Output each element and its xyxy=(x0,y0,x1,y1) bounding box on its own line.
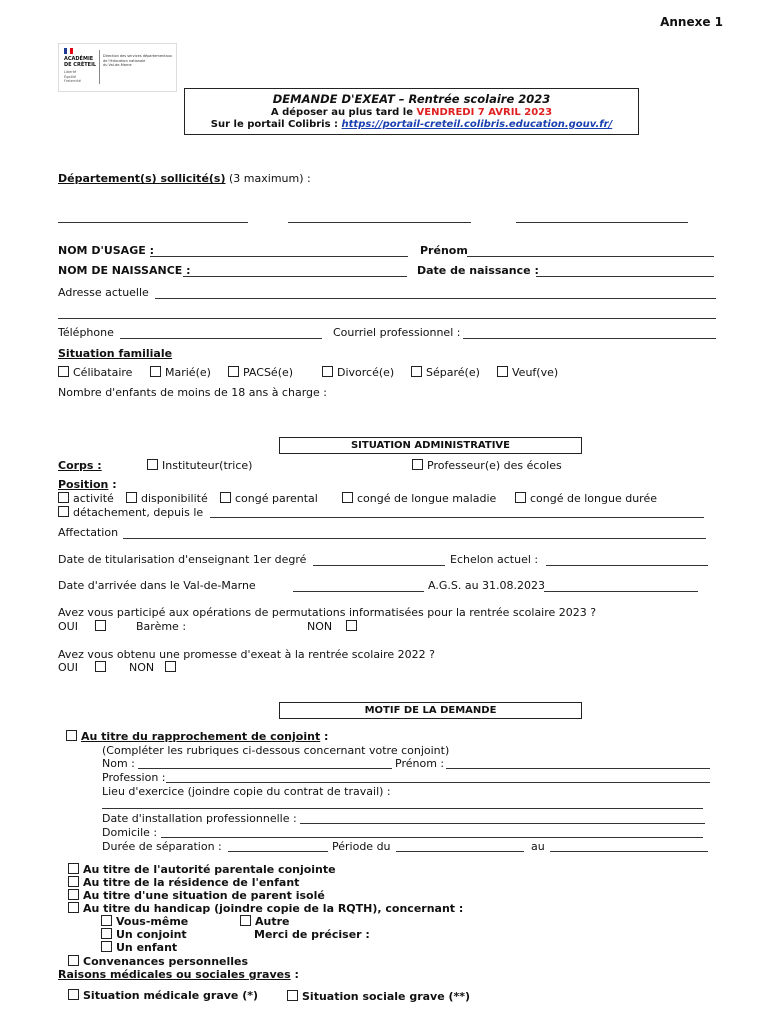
raisons-graves-label: Raisons médicales ou sociales graves : xyxy=(58,968,299,981)
deadline: A déposer au plus tard le VENDREDI 7 AVRIL 2023 xyxy=(270,107,553,118)
periode-label: Période du xyxy=(332,840,391,853)
conjoint-lieu-label: Lieu d'exercice (joindre copie du contrat de travail) : xyxy=(102,785,391,798)
checkbox-icon[interactable] xyxy=(240,915,251,926)
arrivee-label: Date d'arrivée dans le Val-de-Marne xyxy=(58,579,256,592)
checkbox-icon[interactable] xyxy=(150,366,161,377)
marianne-flag-icon xyxy=(64,48,73,54)
checkbox-icon[interactable] xyxy=(342,492,353,503)
checkbox-icon[interactable] xyxy=(126,492,137,503)
corps-instituteur[interactable]: Instituteur(trice) xyxy=(147,459,252,472)
adresse-field[interactable] xyxy=(155,298,716,299)
situation-sociale-grave[interactable]: Situation sociale grave (**) xyxy=(287,990,470,1003)
form-title: DEMANDE D'EXEAT – Rentrée scolaire 2023 xyxy=(272,92,551,106)
handicap-autre[interactable]: Autre xyxy=(240,915,290,928)
conjoint-installation-label: Date d'installation professionnelle : xyxy=(102,812,297,825)
option-pacse[interactable]: PACSé(e) xyxy=(228,366,293,379)
telephone-label: Téléphone xyxy=(58,326,114,339)
option-separe[interactable]: Séparé(e) xyxy=(411,366,480,379)
courriel-field[interactable] xyxy=(463,338,716,339)
checkbox-icon[interactable] xyxy=(147,459,158,470)
checkbox-icon[interactable] xyxy=(58,506,69,517)
handicap-conjoint[interactable]: Un conjoint xyxy=(101,928,187,941)
titularisation-label: Date de titularisation d'enseignant 1er degré xyxy=(58,553,307,566)
handicap-enfant[interactable]: Un enfant xyxy=(101,941,177,954)
checkbox-icon[interactable] xyxy=(101,915,112,926)
position-activite[interactable]: activité xyxy=(58,492,114,505)
checkbox-icon[interactable] xyxy=(68,889,79,900)
conjoint-prenom-label: Prénom : xyxy=(395,757,445,770)
corps-label: Corps : xyxy=(58,459,102,472)
periode-start-field[interactable] xyxy=(396,851,524,852)
conjoint-profession-label: Profession : xyxy=(102,771,166,784)
separation-field[interactable] xyxy=(228,851,328,852)
titularisation-field[interactable] xyxy=(313,565,445,566)
detachement-date-field[interactable] xyxy=(210,517,704,518)
checkbox-icon[interactable] xyxy=(58,366,69,377)
checkbox-icon[interactable] xyxy=(95,661,106,672)
position-conge-parental[interactable]: congé parental xyxy=(220,492,318,505)
checkbox-icon[interactable] xyxy=(346,620,357,631)
logo-brand: ACADÉMIE DE CRÉTEIL xyxy=(64,56,97,68)
conjoint-nom-label: Nom : xyxy=(102,757,135,770)
checkbox-icon[interactable] xyxy=(287,990,298,1001)
conjoint-domicile-field[interactable] xyxy=(161,837,703,838)
checkbox-icon[interactable] xyxy=(322,366,333,377)
portal-link[interactable]: https://portail-creteil.colibris.education.gouv.fr/ xyxy=(341,119,613,130)
nom-naissance-label: NOM DE NAISSANCE : xyxy=(58,264,191,277)
departements-label: Département(s) sollicité(s) (3 maximum) : xyxy=(58,172,311,185)
checkbox-icon[interactable] xyxy=(101,928,112,939)
logo-motto: Liberté Égalité Fraternité xyxy=(64,70,81,83)
checkbox-icon[interactable] xyxy=(497,366,508,377)
rapprochement-hint: (Compléter les rubriques ci-dessous concernant votre conjoint) xyxy=(102,744,450,757)
position-detachement[interactable]: détachement, depuis le xyxy=(58,506,203,519)
checkbox-icon[interactable] xyxy=(68,876,79,887)
departement-field-1[interactable] xyxy=(58,222,248,223)
portal-line: Sur le portail Colibris : https://portail-creteil.colibris.education.gouv.fr/ xyxy=(210,119,613,130)
ags-field[interactable] xyxy=(544,591,698,592)
position-disponibilite[interactable]: disponibilité xyxy=(126,492,208,505)
conjoint-lieu-field[interactable] xyxy=(102,808,703,809)
section-situation-administrative: SITUATION ADMINISTRATIVE xyxy=(279,437,582,454)
affectation-label: Affectation xyxy=(58,526,119,539)
prenom-label: Prénom xyxy=(420,244,468,257)
motif-parent-isole[interactable]: Au titre d'une situation de parent isolé xyxy=(68,889,325,902)
au-label: au xyxy=(531,840,545,853)
situation-medicale-grave[interactable]: Situation médicale grave (*) xyxy=(68,989,258,1002)
annex-label: Annexe 1 xyxy=(660,15,723,29)
motif-residence-enfant[interactable]: Au titre de la résidence de l'enfant xyxy=(68,876,299,889)
section-motif-demande: MOTIF DE LA DEMANDE xyxy=(279,702,582,719)
promesse-non[interactable]: NON xyxy=(129,661,180,674)
arrivee-field[interactable] xyxy=(293,591,424,592)
departement-field-2[interactable] xyxy=(288,222,471,223)
echelon-label: Echelon actuel : xyxy=(450,553,539,566)
checkbox-icon[interactable] xyxy=(220,492,231,503)
conjoint-installation-field[interactable] xyxy=(300,823,705,824)
date-naissance-field[interactable] xyxy=(536,276,714,277)
header-box xyxy=(184,88,639,135)
conjoint-nom-field[interactable] xyxy=(138,768,392,769)
adresse-label: Adresse actuelle xyxy=(58,286,149,299)
checkbox-icon[interactable] xyxy=(68,955,79,966)
position-cld[interactable]: congé de longue durée xyxy=(515,492,657,505)
nom-naissance-field[interactable] xyxy=(183,276,407,277)
checkbox-icon[interactable] xyxy=(95,620,106,631)
academie-logo xyxy=(58,43,177,92)
position-label: Position : xyxy=(58,478,117,491)
bareme-label: Barème : xyxy=(136,620,187,633)
logo-divider xyxy=(99,50,100,84)
motif-convenances[interactable]: Convenances personnelles xyxy=(68,955,248,968)
affectation-field[interactable] xyxy=(123,538,706,539)
conjoint-domicile-label: Domicile : xyxy=(102,826,158,839)
echelon-field[interactable] xyxy=(546,565,708,566)
ags-label: A.G.S. au 31.08.2023 xyxy=(428,579,546,592)
conjoint-profession-field[interactable] xyxy=(166,782,710,783)
checkbox-icon[interactable] xyxy=(165,661,176,672)
checkbox-icon[interactable] xyxy=(411,366,422,377)
option-marie[interactable]: Marié(e) xyxy=(150,366,211,379)
checkbox-icon[interactable] xyxy=(412,459,423,470)
departement-field-3[interactable] xyxy=(516,222,688,223)
promesse-question: Avez vous obtenu une promesse d'exeat à la rentrée scolaire 2022 ? xyxy=(58,648,435,661)
periode-end-field[interactable] xyxy=(550,851,708,852)
prenom-field[interactable] xyxy=(467,256,714,257)
checkbox-icon[interactable] xyxy=(66,730,77,741)
telephone-field[interactable] xyxy=(120,338,322,339)
option-celibataire[interactable]: Célibataire xyxy=(58,366,132,379)
permutations-oui[interactable]: OUI xyxy=(58,620,110,633)
conjoint-prenom-field[interactable] xyxy=(446,768,710,769)
adresse-field-2[interactable] xyxy=(58,318,716,319)
promesse-oui[interactable]: OUI xyxy=(58,661,110,674)
checkbox-icon[interactable] xyxy=(58,492,69,503)
motif-handicap[interactable]: Au titre du handicap (joindre copie de la RQTH), concernant : xyxy=(68,902,463,915)
motif-autorite-parentale[interactable]: Au titre de l'autorité parentale conjointe xyxy=(68,863,336,876)
checkbox-icon[interactable] xyxy=(228,366,239,377)
date-naissance-label: Date de naissance : xyxy=(417,264,539,277)
rapprochement-conjoint[interactable]: Au titre du rapprochement de conjoint : xyxy=(66,730,328,743)
handicap-vous-meme[interactable]: Vous-même xyxy=(101,915,188,928)
permutations-non[interactable]: NON xyxy=(307,620,361,633)
separation-label: Durée de séparation : xyxy=(102,840,222,853)
option-divorce[interactable]: Divorcé(e) xyxy=(322,366,394,379)
situation-familiale-title: Situation familiale xyxy=(58,347,173,360)
nom-usage-label: NOM D'USAGE : xyxy=(58,244,154,257)
handicap-preciser-label: Merci de préciser : xyxy=(254,928,370,941)
nom-usage-field[interactable] xyxy=(150,256,408,257)
checkbox-icon[interactable] xyxy=(68,902,79,913)
option-veuf[interactable]: Veuf(ve) xyxy=(497,366,558,379)
checkbox-icon[interactable] xyxy=(68,863,79,874)
children-count-label: Nombre d'enfants de moins de 18 ans à charge : xyxy=(58,386,327,399)
checkbox-icon[interactable] xyxy=(101,941,112,952)
corps-professeur[interactable]: Professeur(e) des écoles xyxy=(412,459,562,472)
logo-direction: Direction des services départementaux de l'éducation nationale du Val-de-Marne xyxy=(103,54,173,67)
courriel-label: Courriel professionnel : xyxy=(333,326,461,339)
checkbox-icon[interactable] xyxy=(68,989,79,1000)
position-clm[interactable]: congé de longue maladie xyxy=(342,492,496,505)
checkbox-icon[interactable] xyxy=(515,492,526,503)
permutations-question: Avez vous participé aux opérations de permutations informatisées pour la rentrée scolaire 2023 ? xyxy=(58,606,597,619)
